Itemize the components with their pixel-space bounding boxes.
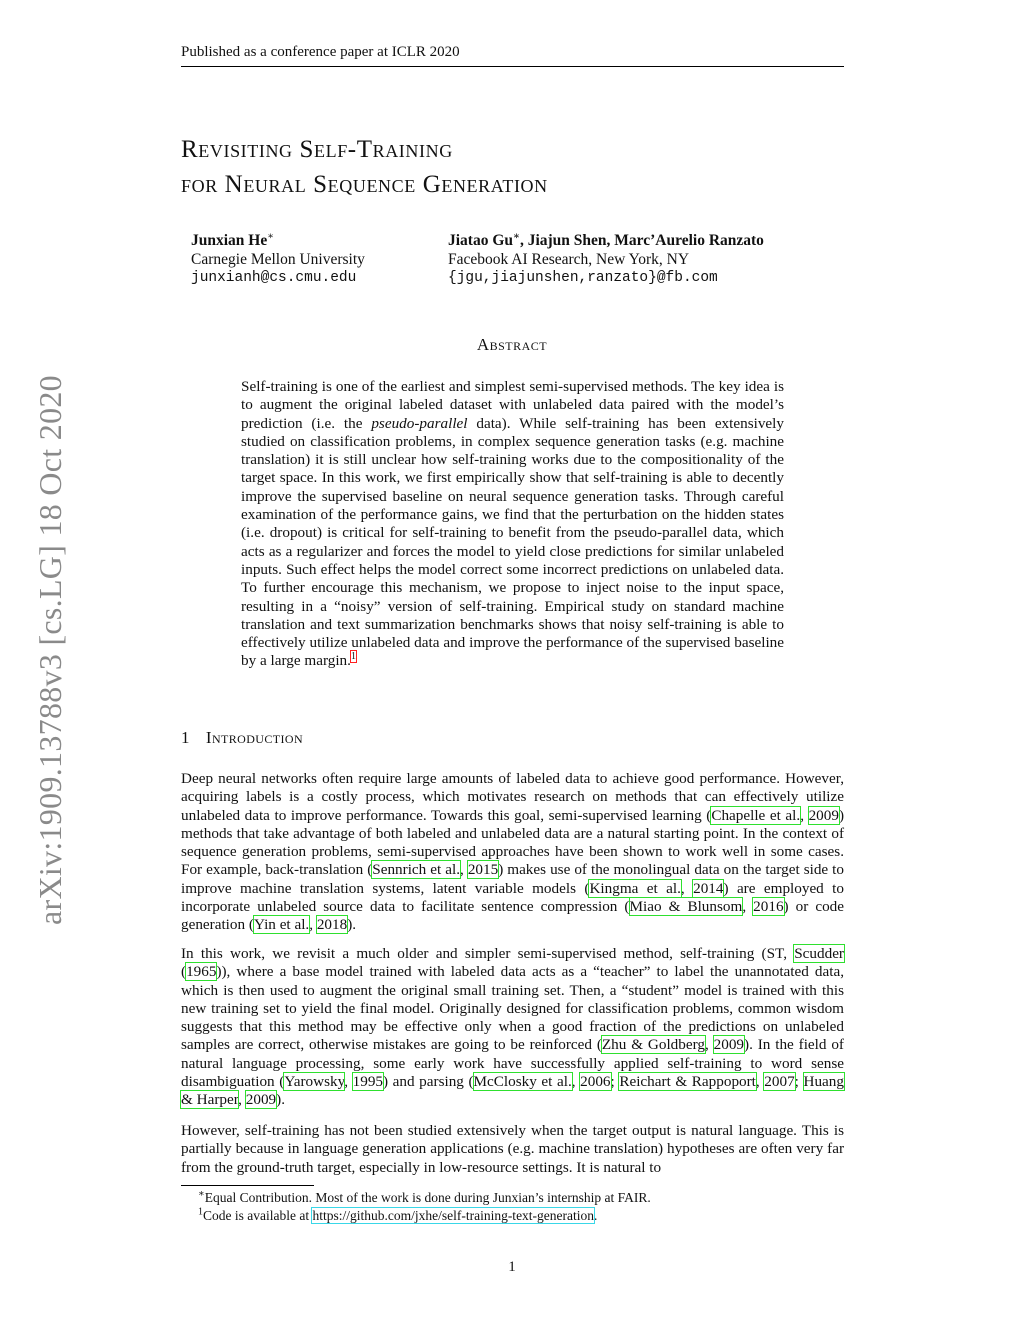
section-title: Introduction — [205, 728, 304, 747]
author-affiliation: Facebook AI Research, New York, NY — [448, 251, 690, 268]
author-block-right — [448, 231, 764, 288]
abstract-heading: Abstract — [476, 335, 548, 354]
citation-link[interactable]: Reichart & Rappoport — [619, 1073, 756, 1091]
citation-link[interactable]: Sennrich et al. — [372, 861, 460, 879]
citation-link[interactable]: 2016 — [753, 898, 784, 916]
section-number: 1 — [181, 728, 190, 747]
author-affiliation: Carnegie Mellon University — [191, 251, 365, 268]
author-block-left — [191, 231, 365, 288]
citation-link[interactable]: 2006 — [580, 1073, 611, 1091]
citation-link[interactable]: 1995 — [352, 1073, 383, 1091]
citation-link[interactable]: Miao & Blunsom — [629, 898, 743, 916]
author-name: Jiatao Gu — [448, 232, 514, 249]
citation-link[interactable]: 2007 — [764, 1073, 795, 1091]
intro-paragraph-1: Deep neural networks often require large amounts of labeled data to achieve good performance. However, acquiring labels is a costly process, which motivates research on methods that can effectively utilize unlabeled data to improve performance. Towards this goal, semi-supervised learning (Chapelle et al., 2009) methods that take advantage of both labeled and unlabeled data are a natural starting point. In the context of sequence generation problems, semi-supervised approaches have been shown to work well in some cases. For example, back-translation (Sennrich et al., 2015) makes use of the monolingual data on the target side to improve machine translation systems, latent variable models (Kingma et al., 2014) are employed to incorporate unlabeled source data to facilitate sentence compression (Miao & Blunsom, 2016) or code generation (Yin et al., 2018). — [181, 770, 845, 934]
footnote-link[interactable]: 1 — [350, 651, 356, 663]
footnote-rule — [181, 1185, 314, 1186]
code-url-link[interactable]: https://github.com/jxhe/self-training-text-generation — [312, 1208, 595, 1223]
paper-title — [181, 132, 548, 202]
abstract-body: Self-training is one of the earliest and simplest semi-supervised methods. The key idea is to augment the original labeled dataset with unlabeled data paired with the model’s prediction (i.e. the pseudo-parallel data). While self-training has been extensively studied on classification problems, in complex sequence generation tasks (e.g. machine translation) it is still unclear how self-training works due to the compositionality of the target space. In this work, we first empirically show that self-training is able to decently improve the supervised baseline on neural sequence generation tasks. Through careful examination of the performance gains, we find that the perturbation on the hidden states (i.e. dropout) is critical for self-training to benefit from the pseudo-parallel data, which acts as a regularizer and forces the model to yield close predictions for similar unlabeled inputs. Such effect helps the model correct some incorrect predictions on unlabeled data. To further encourage this mechanism, we propose to inject noise to the input space, resulting in a “noisy” version of self-training. Empirical study on standard machine translation and text summarization benchmarks shows that noisy self-training is able to effectively utilize unlabeled data and improve the performance of the supervised baseline by a large margin.$^1$ — [241, 378, 784, 670]
footnote-equal-contribution: ∗Equal Contribution. Most of the work is done during Junxian’s internship at FAIR. — [198, 1188, 651, 1205]
citation-link[interactable]: Yin et al. — [253, 916, 310, 934]
equal-contribution-mark: ∗ — [513, 230, 520, 242]
author-email[interactable]: {jgu,jiajunshen,ranzato}@fb.com — [448, 270, 718, 286]
citation-link[interactable]: McClosky et al. — [473, 1073, 572, 1091]
citation-link[interactable]: Kingma et al. — [589, 879, 681, 897]
citation-link[interactable]: Huang & Harper — [181, 1073, 844, 1109]
citation-link[interactable]: Zhu & Goldberg — [601, 1036, 705, 1054]
citation-link[interactable]: 2018 — [316, 916, 348, 934]
header-rule — [181, 66, 844, 67]
author-name: Junxian He — [191, 232, 268, 249]
author-names: , Jiajun Shen, Marc’Aurelio Ranzato — [519, 232, 764, 249]
intro-paragraph-3: However, self-training has not been studied extensively when the target output is natural language. This is partially because in language generation applications (e.g. machine translation) hypotheses are often very far from the ground-truth target, especially in low-resource settings. It is natural to — [181, 1122, 844, 1176]
citation-link[interactable]: 2009 — [808, 806, 839, 824]
citation-link[interactable]: Yarowsky — [284, 1073, 345, 1091]
section-heading-introduction — [181, 728, 303, 748]
arxiv-sidebar-stamp[interactable]: arXiv:1909.13788v3 [cs.LG] 18 Oct 2020 — [32, 375, 68, 925]
intro-paragraph-2: In this work, we revisit a much older and simpler semi-supervised method, self-training (ST, Scudder (1965)), where a base model trained with labeled data acts as a “teacher” to label the unannotated data, which is then used to augment the original small training set. Then, a “student” model is trained with this new training set to yield the final model. Originally designed for classification problems, common wisdom suggests that this method may be effective only when a good fraction of the predictions on unlabeled samples are correct, otherwise mistakes are going to be reinforced (Zhu & Goldberg, 2009). In the field of natural language processing, some early work have successfully applied self-training to word sense disambiguation (Yarowsky, 1995) and parsing (McClosky et al., 2006; Reichart & Rappoport, 2007; Huang & Harper, 2009). — [181, 945, 844, 1109]
citation-link[interactable]: Scudder — [794, 945, 844, 962]
running-header: Published as a conference paper at ICLR 2020 — [181, 44, 460, 60]
author-email[interactable]: junxianh@cs.cmu.edu — [191, 270, 357, 286]
title-line-1: Revisiting Self-Training — [181, 136, 453, 163]
page-number: 1 — [508, 1259, 516, 1275]
equal-contribution-mark: ∗ — [267, 230, 275, 242]
citation-link[interactable]: 1965 — [186, 963, 217, 981]
citation-link[interactable]: 2014 — [693, 879, 724, 897]
title-line-2: for Neural Sequence Generation — [181, 171, 548, 198]
citation-link[interactable]: 2015 — [467, 861, 499, 879]
citation-link[interactable]: 2009 — [713, 1036, 745, 1054]
citation-link[interactable]: 2009 — [245, 1091, 277, 1109]
citation-link[interactable]: Chapelle et al. — [711, 806, 801, 824]
footnote-code: $^1$Code is available at https://github.com/jxhe/self-training-text-generation. — [198, 1206, 598, 1223]
